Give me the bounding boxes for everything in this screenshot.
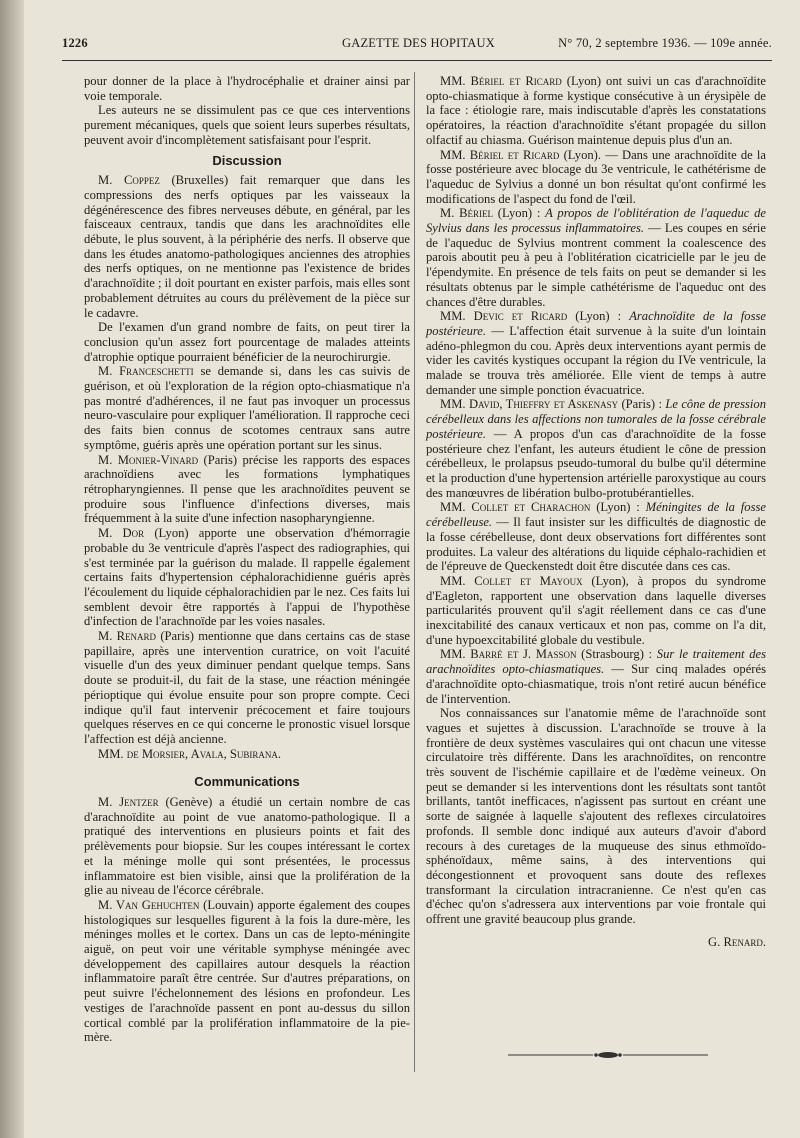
communication-title: Méningites de la fosse cérébelleuse. [426,500,766,530]
author-name: MM. Collet et Charachon [440,500,591,515]
paragraph-text: (Paris) mentionne que dans certains cas de stase papillaire, après une intervention curatrice, on voit l'acuité visuelle d'un des yeux diminuer pendant quelque temps. Sans doute se produit-il, du fait de la stase, une réaction méningée périoptique qui évolue ensuite pour son propre compte. Ceci indique qu'il faut intervenir précocement et faire toujours quelques réserves en ce qui concerne le pronostic visuel lorsque l'affection est déjà ancienne. [84,629,410,746]
page-number: 1226 [62,36,88,50]
column-divider [414,72,415,1072]
paragraph [426,574,766,648]
paragraph: Les auteurs ne se dissimulent pas ce que ces interventions purement mécaniques, quels que soient leurs superbes résultats, peuvent avoir d'incomplètement satisfaisant pour l'esprit. [84,103,410,147]
author-name: MM. David, Thieffry et Askenasy [440,397,619,412]
paragraph: De l'examen d'un grand nombre de faits, on peut tirer la conclusion qu'un assez fort pourcentage de malades atteints d'atrophie optique pourraient bénéficier de la neurochirurgie. [84,320,410,364]
paragraph-text: (Lyon) : [590,500,646,515]
author-name: MM. Barré et J. Masson [440,647,577,662]
paragraph: Nos connaissances sur l'anatomie même de l'arachnoïde sont vagues et sujettes à discussion. L'arachnoïde se trouve à la frontière de deux systèmes vasculaires qui ont chacun une vitesse circulatoire très différente. Dans les arachnoïdites, on rencontre très souvent de l'ischémie capillaire et de l'œdème veineux. On peut se demander si les interventions dont les résultats sont tantôt brillants, tantôt inefficaces, n'agissent pas surtout en créant une sorte de saignée à laquelle s'ajoutent des reflexes circulatoires profonds. Il semble donc indiqué aux auteurs d'avoir d'abord recours à des curetages de la muqueuse des sinus ethmoïdo-sphénoïdaux, même sains, à des interventions qui décongestionnent et provoquent sans doute des reflexes transformant la circulation intracranienne. Ce n'est qu'en cas d'échec qu'on s'adressera aux interventions par voie frontale qui offrent une gravité beaucoup plus grande. [426,706,766,927]
paragraph-text: (Paris) : [618,397,666,412]
paragraph-text: — L'affection était survenue à la suite d'un lointain adéno-phlegmon du cou. Après deux interventions ayant permis de vider les cavités kystiques occupant la région du IVe ventricule, la malade se trouva très améliorée. Elle vient de temps à autre demander une simple ponction évacuatrice. [426,323,766,397]
author-name: M. Renard [98,629,157,644]
signature: G. Renard. [708,934,766,949]
paragraph: MM. de Morsier, Avala, Subirana. [98,746,282,761]
paragraph-text: (Paris) précise les rapports des espaces arachnoïdiens avec les formations lymphatiques rétropharyngiennes. Il pense que les arachnoïdites peuvent se produire sous l'influence d'infections diverses, mais fréquemment à la suite d'une infection nasopharyngienne. [84,452,410,526]
section-heading-communications: Communications [194,774,300,790]
paragraph [84,629,410,747]
author-name: M. Bériel [440,206,494,221]
paragraph-text: (Lyon), à propos du syndrome d'Eagleton, rapportent une observation dans laquelle diverses particularités prouvent qu'il s'agit réellement dans ce cas d'une inexcitabilité des canaux verticaux et non pas, comme on l'a dit, d'une hypoexcitabilité globale du vestibule. [426,573,766,647]
issue-info: N° 70, 2 septembre 1936. — 109e année. [558,36,772,50]
paragraph-text: (Lyon) : [567,309,630,324]
author-name: M. Coppez [98,173,160,188]
paragraph [426,309,766,397]
paragraph [426,206,766,309]
communication-title: A propos de l'oblitération de l'aqueduc de Sylvius dans les processus inflammatoires. [426,206,766,236]
author-name: M. Monier-Vinard [98,452,199,467]
paragraph [84,898,410,1045]
paragraph-text: (Louvain) apporte également des coupes histologiques sur lesquelles figurent à la fois la dure-mère, les méninges molles et le cortex. Dans un cas de lepto-méningite aiguë, on peut voir une véritable symphyse méningée avec développement des capillaires autour desquels la réaction inflammatoire paraît être centrée. Sur d'autres préparations, on peut suivre l'échelonnement des lésions en profondeur. Les vestiges de l'arachnoïde passent en pont au-dessus du sillon cortical comblé par la prolifération inflammatoire de la pie-mère. [84,897,410,1045]
paragraph-text: — Sur cinq malades opérés d'arachnoïdite opto-chiasmatique, trois n'ont retiré aucun bénéfice de l'intervention. [426,662,766,706]
paragraph-text: (Bruxelles) fait remarquer que dans les compressions des nerfs optiques par les vaisseaux la dégénérescence des fibres nerveuses débute, en général, par les faisceaux centraux, tandis que dans les arachnoïdites elle débute, le plus souvent, à la périphérie des nerfs. Il observe que dans les études anatomo-pathologiques anciennes des atrophies des nerfs optiques, on ne mentionne pas l'existence de brides d'arachnoïdite ; il doit pourtant en exister parfois, mais elles sont probablement détruites au cours du prélèvement de la pièce sur le cadavre. [84,173,410,320]
paragraph [84,173,410,320]
page-binding-edge [0,0,24,1138]
paragraph-text: (Strasbourg) : [576,647,657,662]
author-name: MM. Bériel et Ricard [440,147,560,162]
paragraph [84,795,410,898]
author-name: MM. Bériel et Ricard [440,74,562,88]
paragraph-text: (Lyon). — Dans une arachnoïdite de la fosse postérieure avec blocage du 3e ventricule, le cathétérisme de l'aqueduc de Sylvius a donné un bon résultat qu'ont confirmé les modifications de l'aspect du fond de l'œil. [426,147,767,206]
paragraph [426,397,766,500]
author-name: MM. Collet et Mayoux [440,573,583,588]
paragraph [426,148,766,207]
paragraph [84,364,410,452]
paragraph-text: (Lyon) : [493,206,546,221]
paragraph [84,453,410,527]
paragraph-text: (Lyon) apporte une observation d'hémorragie probable du 3e ventricule d'après l'aspect des radiographies, qui s'est terminée par la guérison du malade. Il rappelle également certains faits d'hypertension céphalorachidienne guéris après l'écoulement du liquide céphalorachidien par le nez. Ces faits lui semblent devoir être rapportés à l'appui de l'hypothèse d'infection de l'arachnoïde par les voies nasales. [84,526,410,629]
communication-title: Sur le traitement des arachnoïdites opto-chiasmatiques. [426,647,766,677]
paragraph [426,647,766,706]
paragraph: pour donner de la place à l'hydrocéphalie et drainer ainsi par voie temporale. [84,74,410,103]
author-name: M. Dor [98,526,145,541]
paragraph-text: — A propos d'un cas d'arachnoïdite de la fosse postérieure chez l'enfant, les auteurs étudient le cône de pression cérébelleux, le prolapsus pseudo-tumoral du bulbe qu'il détermine et la production d'une hypertension artérielle paroxystique au cours des manœuvres de libération bulbo-protubérantielles. [426,426,766,500]
section-heading-discussion: Discussion [212,152,282,168]
paragraph-text: (Genève) a étudié un certain nombre de cas d'arachnoïdite au point de vue anatomo-pathologique. Il a pratiqué des interventions en plusieurs points et fait des prélèvements pour biopsie. Sur les coupes intéressant le cortex et la méninge molle qui sont présentées, le processus inflammatoire est bien visible, ainsi que la prolifération de la glie au niveau de l'écorce cérébrale. [84,795,410,898]
communication-title: Arachnoïdite de la fosse postérieure. [426,309,766,338]
journal-title: GAZETTE DES HOPITAUX [342,36,495,50]
right-column [426,74,766,949]
paragraph-text: — Les coupes en série de l'aqueduc de Sylvius montrent comment la coalescence des parois aboutit peu à peu à l'oblitération cicatricielle par le jeu de l'épendymite. En présence de tels faits on peut se demander si les résultats obtenus par le simple cathétérisme de l'aqueduc ont des chances d'être durables. [426,221,766,309]
header-rule [62,60,772,61]
author-name: MM. Devic et Ricard [440,309,568,324]
end-ornament-icon [508,1050,708,1060]
author-name: M. Jentzer [98,795,159,810]
paragraph-text: — Il faut insister sur les difficultés de diagnostic de la fosse cérébelleuse, dont deux observations fort différentes sont produites. La valeur des altérations du liquide céphalo-rachidien et de l'épreuve de Queckenstedt doit être discutée dans ces cas. [426,515,766,574]
communication-title: Le cône de pression cérébelleux dans les affections non tumorales de la fosse cérébrale postérieure. [426,397,766,441]
paragraph [426,74,766,148]
page-header [62,36,772,58]
left-column [84,74,410,1045]
paragraph-text: se demande si, dans les cas suivis de guérison, et où l'exploration de la région opto-chiasmatique n'a pas montré d'adhérences, il ne faut pas invoquer un processus neuro-vasculaire pour expliquer l'amélioration. Il rapproche ceci des faits bien connus de scotomes centraux sans autre symptôme, guéris après une opération portant sur les sinus. [84,364,410,452]
author-name: M. Franceschetti [98,364,194,379]
paragraph-text: (Lyon) ont suivi un cas d'arachnoïdite opto-chiasmatique à forme kystique consécutive à un érysipèle de la face : étiologie rare, mais indiscutable d'après les constatations opératoires, la réaction d'arachnoïdite s'étant propagée du sillon olfactif au chiasma. Guérison maintenue depuis plus d'un an. [426,74,766,147]
author-name: M. Van Gehuchten [98,897,200,912]
paragraph [84,526,410,629]
paragraph [426,500,766,574]
